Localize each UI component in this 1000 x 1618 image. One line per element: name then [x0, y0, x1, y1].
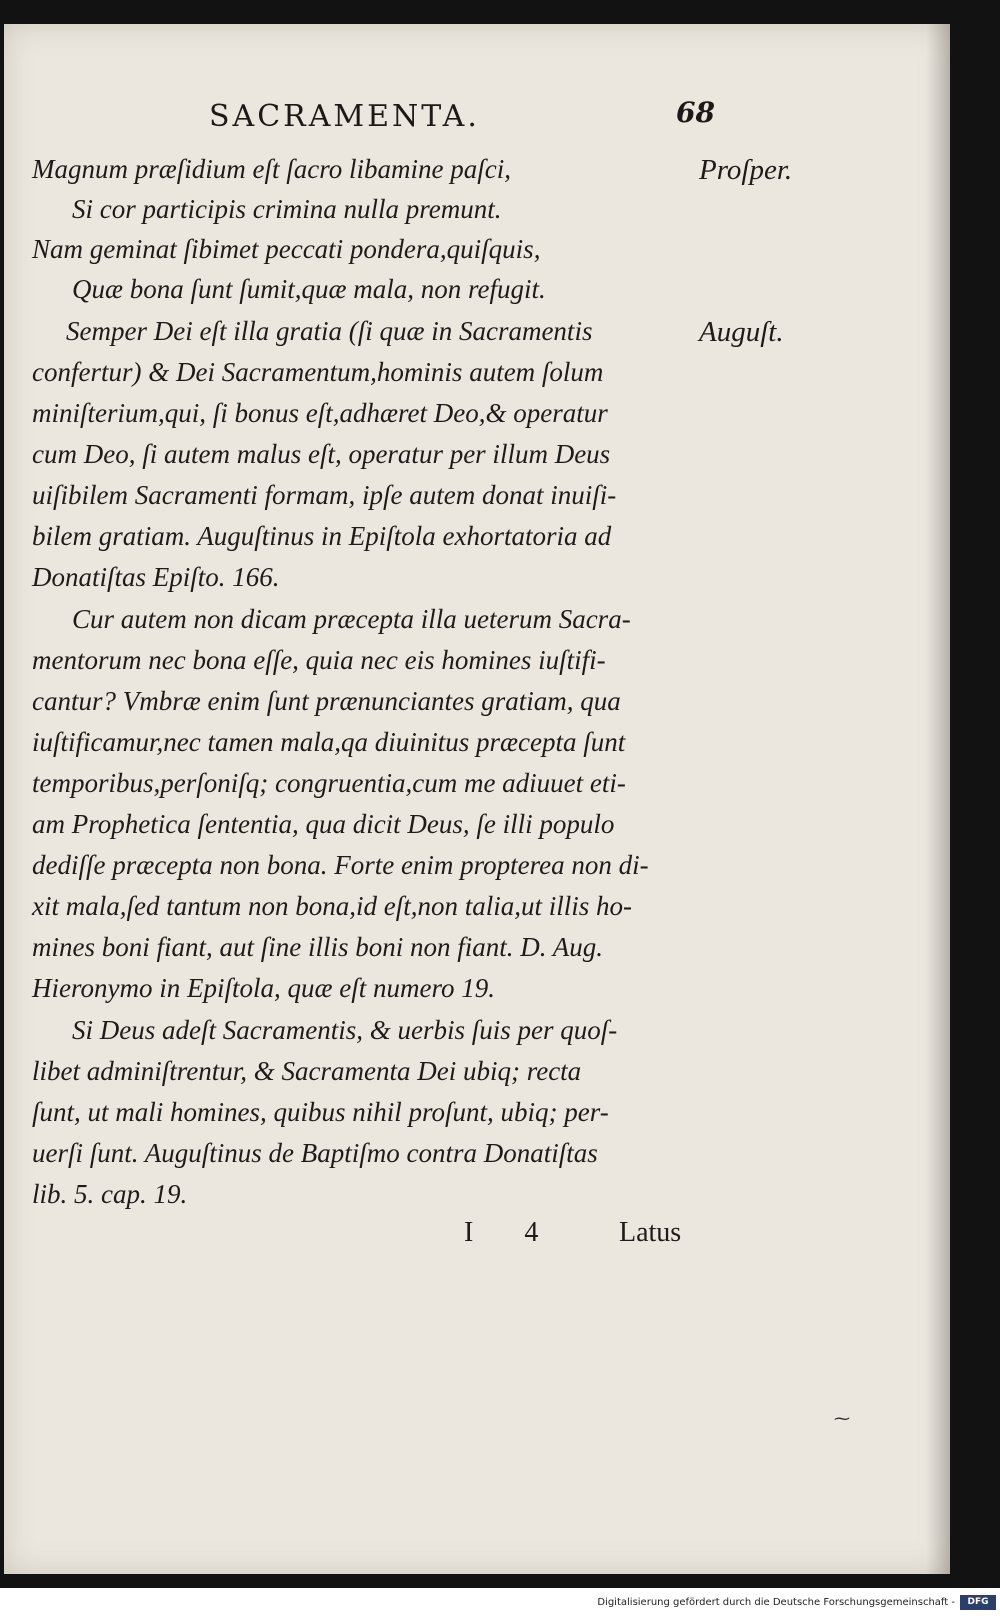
text-line: cantur? Vmbræ enim ſunt prænunciantes gratiam, qua [32, 686, 621, 716]
text-line: Quæ bona ſunt ſumit,quæ mala, non refugit. [72, 274, 546, 304]
ink-mark: ⁓ [834, 1409, 850, 1428]
folio-number: 68 [676, 96, 715, 129]
text-line: bilem gratiam. Auguſtinus in Epiſtola exhortatoria ad [32, 521, 612, 551]
signature-mark: I 4 [464, 1217, 561, 1248]
text-line: temporibus,perſoniſq; congruentia,cum me adiuuet eti- [32, 768, 626, 798]
text-line: libet adminiſtrentur, & Sacramenta Dei ubiq; recta [32, 1056, 582, 1086]
page-edge-shadow [926, 24, 950, 1574]
text-line: lib. 5. cap. 19. [32, 1179, 188, 1209]
text-line: Cur autem non dicam præcepta illa ueterum Sacra- [72, 604, 631, 634]
text-line: Semper Dei eſt illa gratia (ſi quæ in Sacramentis [66, 316, 593, 346]
catchword: Latus [619, 1217, 682, 1248]
text-line: am Prophetica ſententia, qua dicit Deus, ſe illi populo [32, 809, 615, 839]
footer-credit: Digitalisierung gefördert durch die Deutsche Forschungsgemeinschaft - [597, 1597, 955, 1608]
text-line: Hieronymo in Epiſtola, quæ eſt numero 19. [32, 973, 495, 1003]
text-line: mentorum nec bona eſſe, quia nec eis homines iuſtifi- [32, 645, 606, 675]
text-line: iuſtificamur,nec tamen mala,qa diuinitus præcepta ſunt [32, 727, 626, 757]
text-line: Nam geminat ſibimet peccati pondera,quiſquis, [32, 234, 541, 264]
text-line: Donatiſtas Epiſto. 166. [32, 562, 280, 592]
running-head: SACRAMENTA. [209, 99, 480, 134]
text-line: xit mala,ſed tantum non bona,id eſt,non talia,ut illis ho- [32, 891, 632, 921]
text-line: ſunt, ut mali homines, quibus nihil proſunt, ubiq; per- [32, 1097, 609, 1127]
text-line: uiſibilem Sacramenti formam, ipſe autem donat inuiſi- [32, 480, 617, 510]
text-line: mines boni fiant, aut ſine illis boni non fiant. D. Aug. [32, 932, 604, 962]
margin-note-prosper: Proſper. [699, 154, 793, 186]
text-line: cum Deo, ſi autem malus eſt, operatur per illum Deus [32, 439, 611, 469]
text-line: miniſterium,qui, ſi bonus eſt,adhæret Deo,& operatur [32, 398, 608, 428]
text-line: confertur) & Dei Sacramentum,hominis autem ſolum [32, 357, 604, 387]
text-line: uerſi ſunt. Auguſtinus de Baptiſmo contra Donatiſtas [32, 1138, 598, 1168]
dfg-logo: DFG [960, 1595, 996, 1610]
margin-note-august: Auguſt. [699, 316, 784, 348]
book-page [4, 24, 950, 1574]
text-line: Si cor participis crimina nulla premunt. [72, 194, 502, 224]
digitization-footer [0, 1588, 1000, 1618]
text-line: Magnum præſidium eſt ſacro libamine paſci, [32, 154, 511, 184]
text-line: Si Deus adeſt Sacramentis, & uerbis ſuis per quoſ- [72, 1015, 618, 1045]
text-line: dediſſe præcepta non bona. Forte enim propterea non di- [32, 850, 649, 880]
